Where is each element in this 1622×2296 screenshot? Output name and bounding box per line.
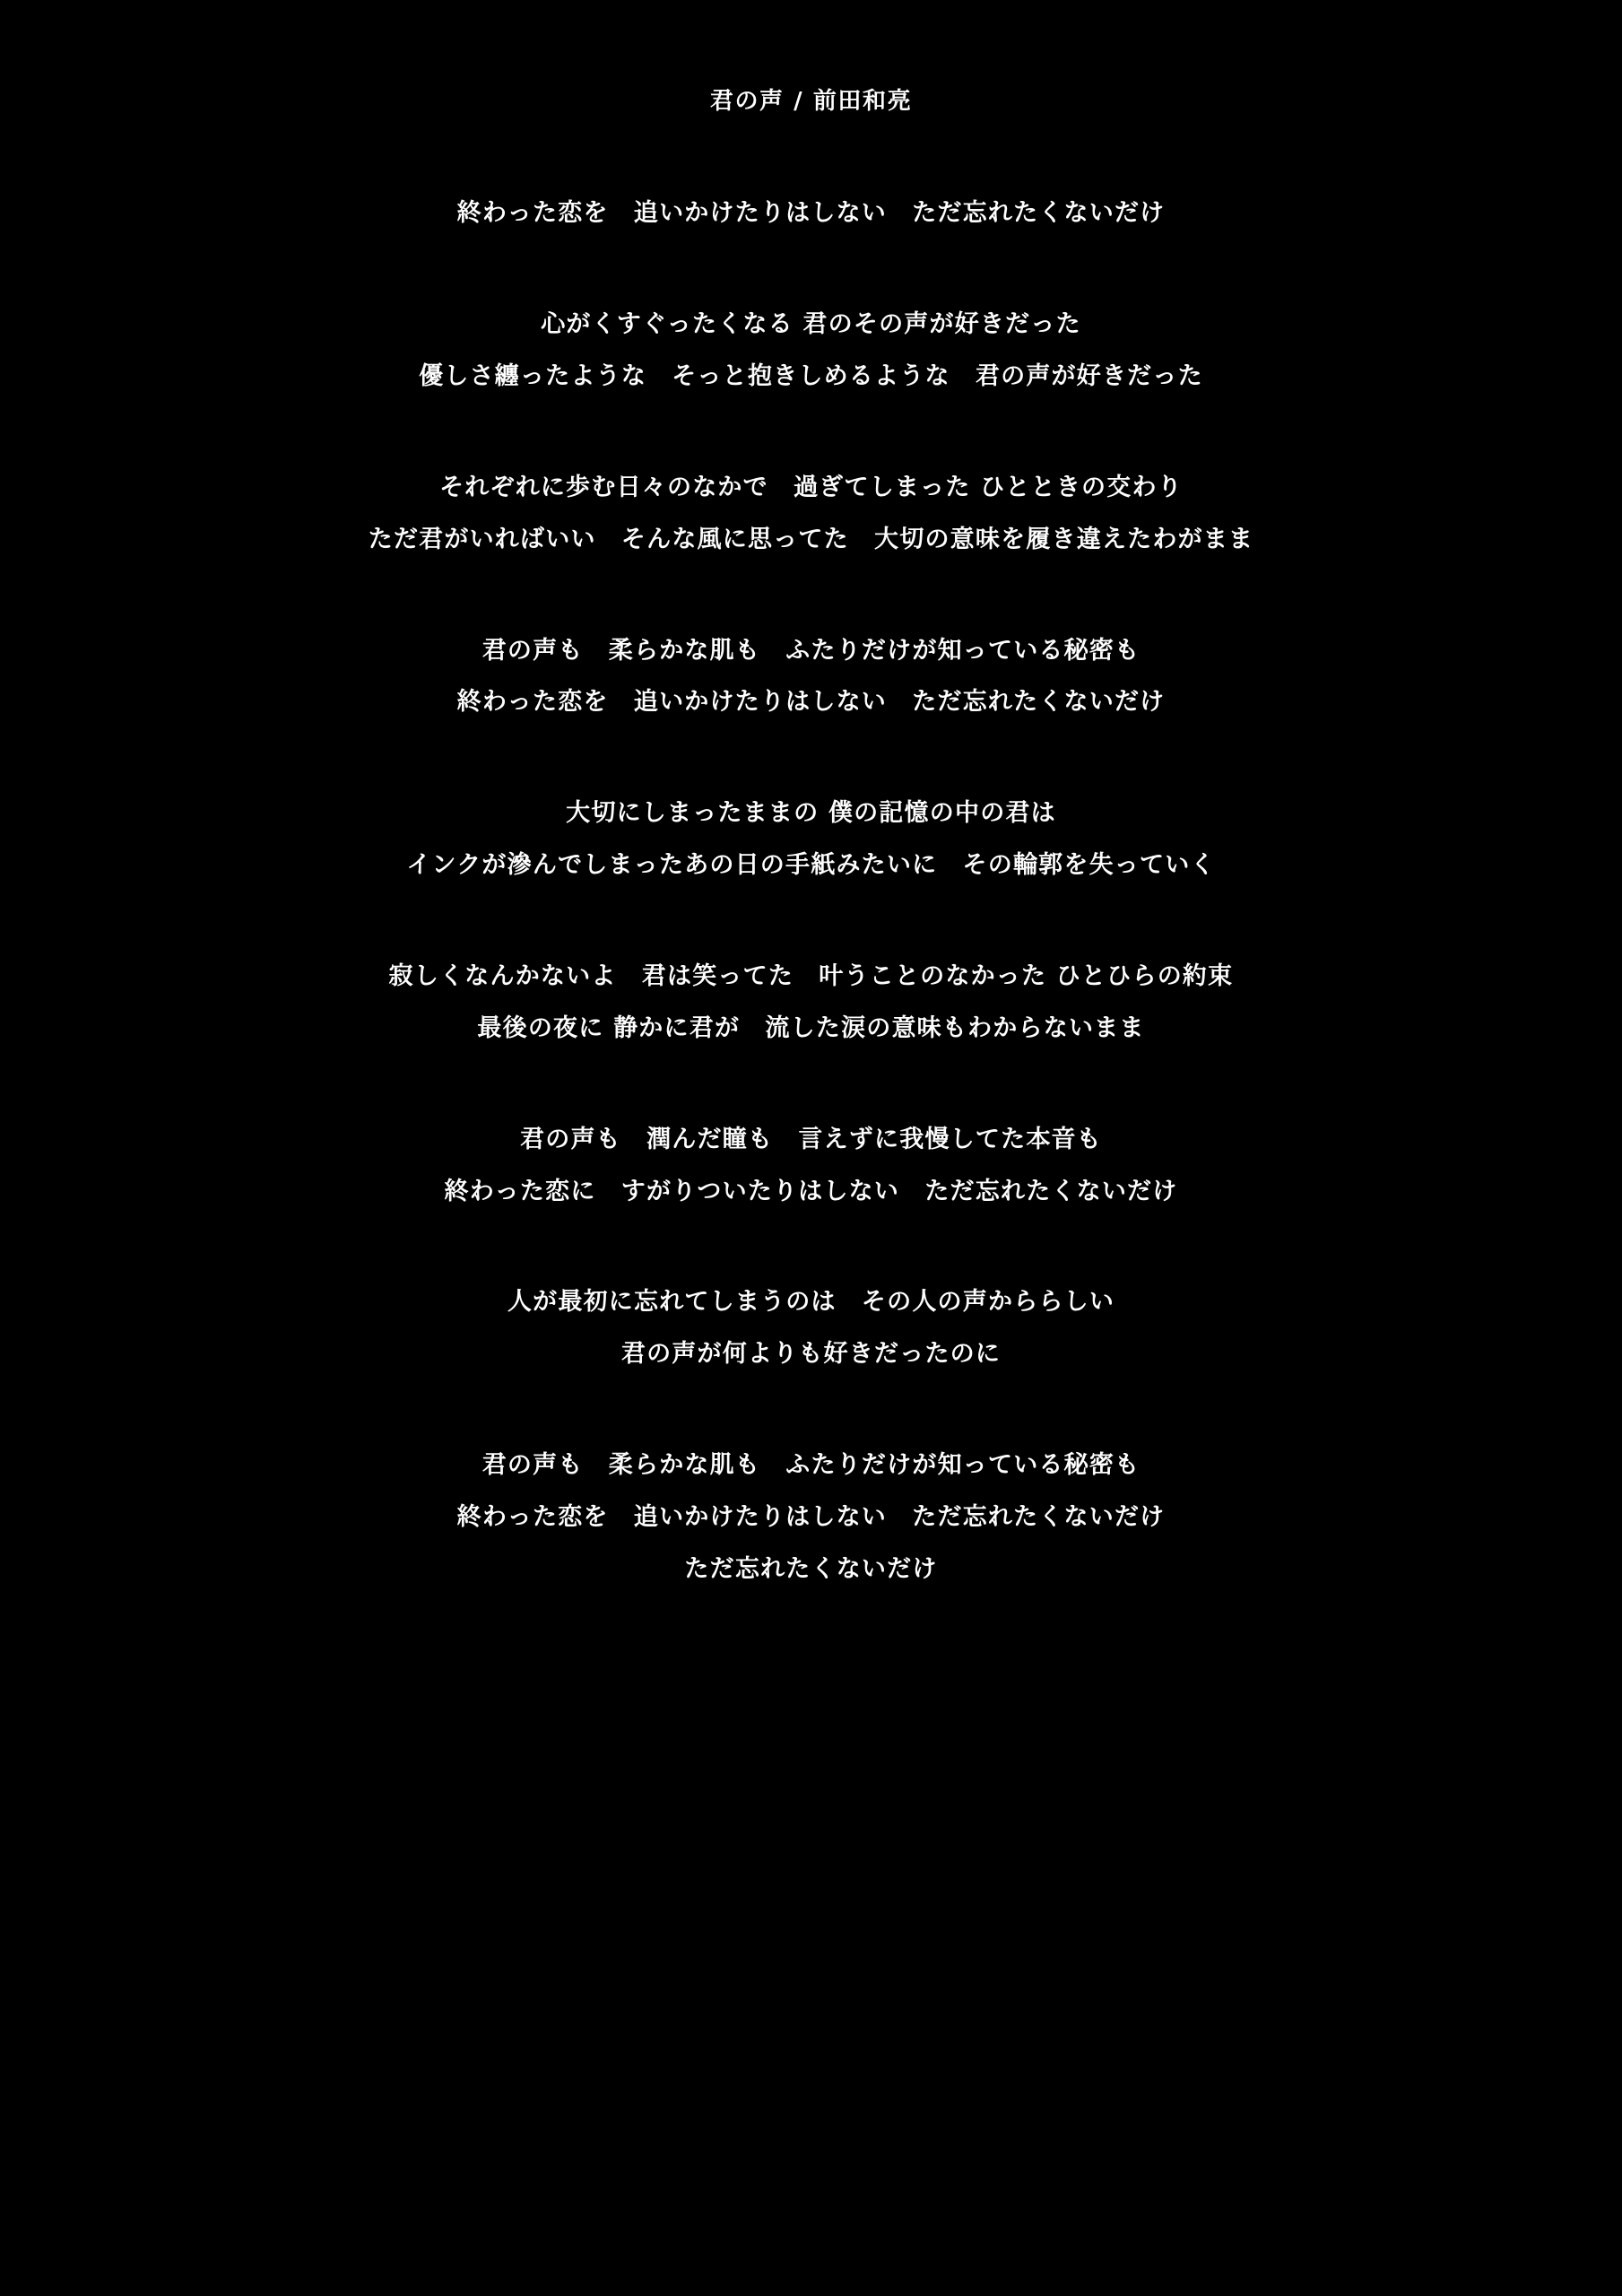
page-title: 君の声 / 前田和亮: [709, 88, 913, 115]
lyrics-line: 最後の夜に 静かに君が 流した涙の意味もわからないまま: [477, 1013, 1145, 1042]
lyrics-stanza: [0, 787, 1622, 891]
lyrics-line: 優しさ纏ったような そっと抱きしめるような 君の声が好きだった: [419, 362, 1203, 391]
lyrics-stanza: [0, 1114, 1622, 1218]
lyrics-stanza: [0, 299, 1622, 403]
lyrics-line: 大切にしまったままの 僕の記憶の中の君は: [566, 799, 1056, 828]
lyrics-line: 終わった恋を 追いかけたりはしない ただ忘れたくないだけ: [456, 1502, 1166, 1531]
lyrics-stanza: [0, 187, 1622, 239]
lyrics-stanza: [0, 951, 1622, 1055]
lyrics-stanza: [0, 462, 1622, 566]
lyrics-stanza: [0, 1276, 1622, 1380]
lyrics-body: [0, 187, 1622, 1595]
lyrics-line: 人が最初に忘れてしまうのは その人の声かららしい: [507, 1288, 1115, 1317]
lyrics-line: 君の声も 柔らかな肌も ふたりだけが知っている秘密も: [481, 1451, 1141, 1480]
lyrics-line: 心がくすぐったくなる 君のその声が好きだった: [541, 310, 1081, 339]
lyrics-stanza: [0, 625, 1622, 729]
lyrics-line: それぞれに歩む日々のなかで 過ぎてしまった ひとときの交わり: [439, 473, 1183, 501]
lyrics-line: 君の声も 潤んだ瞳も 言えずに我慢してた本音も: [520, 1125, 1102, 1153]
lyrics-stanza: [0, 1439, 1622, 1596]
lyrics-line: 終わった恋を 追いかけたりはしない ただ忘れたくないだけ: [456, 199, 1166, 228]
lyrics-line: 終わった恋を 追いかけたりはしない ただ忘れたくないだけ: [456, 688, 1166, 717]
lyrics-line: ただ君がいればいい そんな風に思ってた 大切の意味を履き違えたわがまま: [368, 525, 1254, 553]
lyrics-line: インクが滲んでしまったあの日の手紙みたいに その輪郭を失っていく: [406, 851, 1216, 880]
lyrics-line: 君の声も 柔らかな肌も ふたりだけが知っている秘密も: [481, 636, 1141, 665]
lyrics-line: 寂しくなんかないよ 君は笑ってた 叶うことのなかった ひとひらの約束: [388, 961, 1234, 990]
lyrics-line: ただ忘れたくないだけ: [684, 1554, 938, 1583]
lyrics-line: 終わった恋に すがりついたりはしない ただ忘れたくないだけ: [444, 1177, 1178, 1205]
lyrics-line: 君の声が何よりも好きだったのに: [620, 1340, 1002, 1369]
